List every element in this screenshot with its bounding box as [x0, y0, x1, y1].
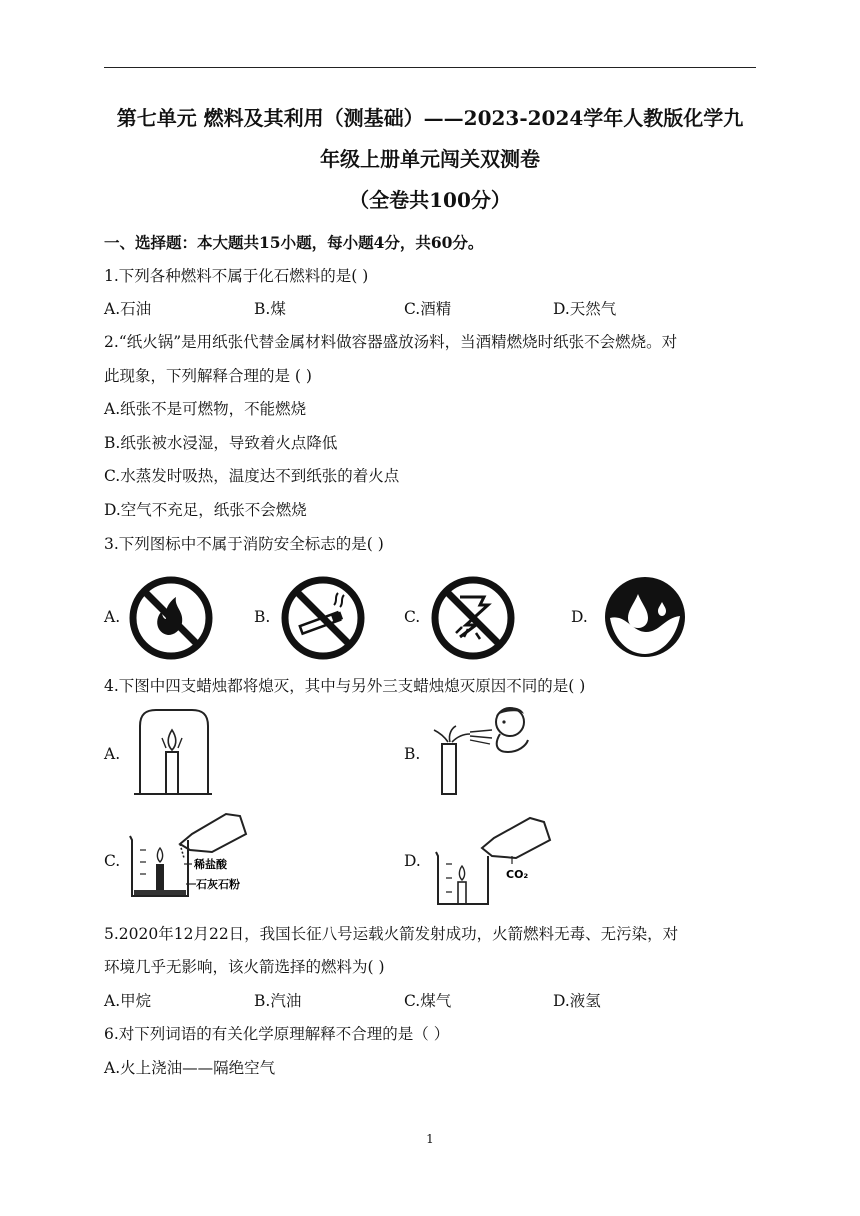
q5-option-d: D.液氢 — [553, 992, 601, 1010]
q5-stem-line1: 5.2020年12月22日，我国长征八号运载火箭发射成功，火箭燃料无毒、无污染，对 — [104, 925, 679, 943]
q2-stem-line1: 2.“纸火锅”是用纸张代替金属材料做容器盛放汤料，当酒精燃烧时纸张不会燃烧。对 — [104, 333, 678, 351]
co2-pouring-figure — [432, 812, 562, 908]
doc-title-line1: 第七单元 燃料及其利用（测基础）——2023-2024学年人教版化学九 — [116, 106, 744, 130]
q2-option-c: C.水蒸发时吸热，温度达不到纸张的着火点 — [104, 467, 400, 485]
q4-option-a: A. — [104, 745, 121, 763]
q2-stem-line2: 此现象，下列解释合理的是 ( ) — [104, 367, 312, 385]
q3-stem: 3.下列图标中不属于消防安全标志的是( ) — [104, 535, 384, 553]
q4-option-b: B. — [404, 745, 421, 763]
q2-option-b: B.纸张被水浸湿，导致着火点降低 — [104, 434, 338, 452]
q6-option-a: A.火上浇油——隔绝空气 — [104, 1059, 276, 1077]
q1-option-b: B.煤 — [254, 300, 286, 318]
water-saving-sign-icon — [602, 574, 688, 660]
blowing-candle-figure — [424, 700, 534, 798]
q3-option-a: A. — [104, 608, 121, 626]
q3-option-b: B. — [254, 608, 271, 626]
q5-stem-line2: 环境几乎无影响，该火箭选择的燃料为( ) — [104, 958, 385, 976]
page-number: 1 — [426, 1132, 434, 1146]
q1-option-d: D.天然气 — [553, 300, 617, 318]
q1-stem: 1.下列各种燃料不属于化石燃料的是( ) — [104, 267, 369, 285]
header-rule — [104, 67, 756, 68]
candle-in-jar-figure — [132, 706, 214, 798]
acid-label: 稀盐酸 — [194, 858, 227, 871]
q1-option-c: C.酒精 — [404, 300, 452, 318]
q5-option-c: C.煤气 — [404, 992, 452, 1010]
acid-limestone-beaker-figure — [122, 806, 262, 906]
no-fireworks-sign-icon — [430, 575, 516, 661]
q5-option-b: B.汽油 — [254, 992, 302, 1010]
q4-stem: 4.下图中四支蜡烛都将熄灭，其中与另外三支蜡烛熄灭原因不同的是( ) — [104, 677, 586, 695]
co2-label: CO₂ — [506, 868, 529, 881]
q2-option-a: A.纸张不是可燃物，不能燃烧 — [104, 400, 307, 418]
q4-option-d: D. — [404, 852, 421, 870]
q4-option-c: C. — [104, 852, 121, 870]
q5-option-a: A.甲烷 — [104, 992, 152, 1010]
doc-title-line3: （全卷共100分） — [349, 188, 511, 212]
no-flame-sign-icon — [128, 575, 214, 661]
section1-heading: 一、选择题：本大题共15小题，每小题4分，共60分。 — [104, 233, 484, 252]
limestone-label: 石灰石粉 — [196, 878, 240, 891]
q2-option-d: D.空气不充足，纸张不会燃烧 — [104, 501, 307, 519]
q3-option-c: C. — [404, 608, 421, 626]
q3-option-d: D. — [571, 608, 588, 626]
no-smoking-sign-icon — [280, 575, 366, 661]
doc-title-line2: 年级上册单元闯关双测卷 — [320, 147, 540, 171]
q6-stem: 6.对下列词语的有关化学原理解释不合理的是（ ） — [104, 1025, 450, 1043]
q1-option-a: A.石油 — [104, 300, 152, 318]
